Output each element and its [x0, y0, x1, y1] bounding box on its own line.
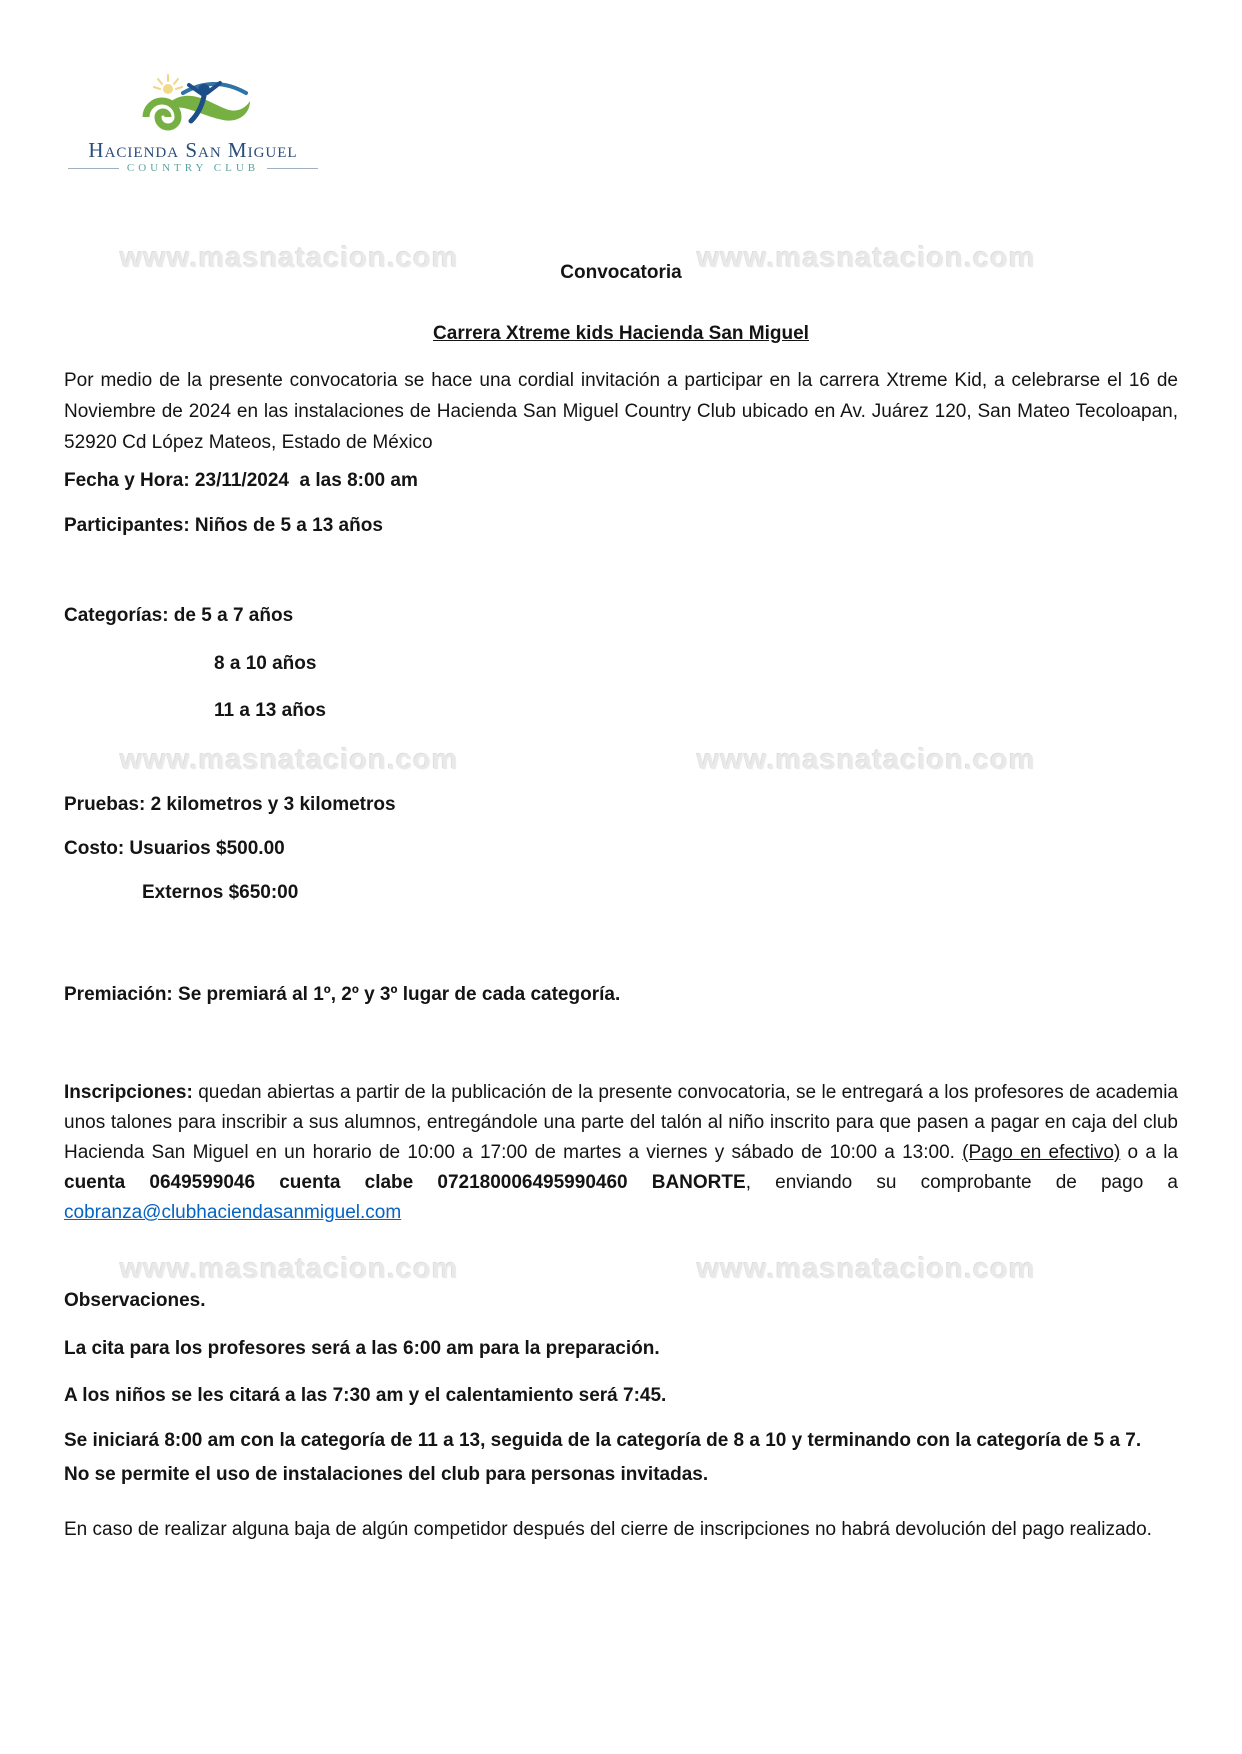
watermark: www.masnatacion.com	[120, 242, 459, 274]
watermark: www.masnatacion.com	[697, 1253, 1036, 1285]
watermark: www.masnatacion.com	[120, 1253, 459, 1285]
costo-line: Costo: Usuarios $500.00	[64, 838, 285, 859]
observacion-instalaciones: No se permite el uso de instalaciones del club para personas invitadas.	[64, 1464, 709, 1485]
inscripciones-label: Inscripciones:	[64, 1082, 199, 1103]
premiacion-line: Premiación: Se premiará al 1º, 2º y 3º lugar de cada categoría.	[64, 984, 621, 1005]
pago-en-efectivo-text: (Pago en efectivo)	[962, 1142, 1121, 1163]
categorias-line: Categorías: de 5 a 7 años	[64, 605, 294, 626]
watermark: www.masnatacion.com	[697, 744, 1036, 776]
club-logo-subtitle: COUNTRY CLUB	[126, 162, 260, 174]
observacion-devolucion: En caso de realizar alguna baja de algún competidor después del cierre de inscripciones no habrá devolución del pago realizado.	[64, 1519, 1152, 1540]
categoria-11-13-line: 11 a 13 años	[214, 700, 326, 721]
doc-subtitle: Carrera Xtreme kids Hacienda San Miguel	[433, 323, 809, 344]
inscripciones-text-3: , enviando su comprobante de pago a	[745, 1172, 1178, 1193]
club-logo	[68, 72, 318, 174]
document-content	[64, 262, 1178, 1546]
categoria-8-10-line: 8 a 10 años	[214, 653, 317, 674]
doc-title: Convocatoria	[560, 262, 682, 283]
logo-rule-right	[267, 168, 318, 169]
pruebas-line: Pruebas: 2 kilometros y 3 kilometros	[64, 794, 396, 815]
observacion-orden-categorias: Se iniciará 8:00 am con la categoría de 11 a 13, seguida de la categoría de 8 a 10 y terminando con la categoría de 5 a 7.	[64, 1430, 1142, 1451]
participantes-line: Participantes: Niños de 5 a 13 años	[64, 515, 383, 536]
costo-externos-line: Externos $650:00	[142, 882, 299, 903]
cobranza-email-link[interactable]: cobranza@clubhaciendasanmiguel.com	[64, 1202, 402, 1223]
inscripciones-text-1: quedan abiertas a partir de la publicación de la presente convocatoria, se le entregará a los profesores de academia unos talones para inscribir a sus alumnos, entregándole una parte del talón al niño inscrito para que pasen a pagar en caja del club Hacienda San Miguel en un horario de 10:00 a 17:00 de martes a viernes y sábado de 10:00 a 13:00.	[64, 1082, 1178, 1163]
inscripciones-text-2: o a la	[1120, 1142, 1178, 1163]
watermark: www.masnatacion.com	[697, 242, 1036, 274]
observacion-cita-ninos: A los niños se les citará a las 7:30 am y el calentamiento será 7:45.	[64, 1385, 667, 1406]
inscripciones-paragraph	[64, 1078, 1178, 1228]
intro-paragraph: Por medio de la presente convocatoria se hace una cordial invitación a participar en la carrera Xtreme Kid, a celebrarse el 16 de Noviembre de 2024 en las instalaciones de Hacienda San Miguel Country Club ubicado en Av. Juárez 120, San Mateo Tecoloapan, 52920 Cd López Mateos, Estado de México	[64, 370, 1178, 453]
observaciones-heading: Observaciones.	[64, 1290, 206, 1311]
club-logo-swirl-icon	[128, 72, 258, 140]
logo-rule-left	[68, 168, 119, 169]
cuenta-bancaria-text: cuenta 0649599046 cuenta clabe 072180006495990460 BANORTE	[64, 1172, 746, 1193]
club-logo-name: Hacienda San Miguel	[88, 138, 298, 162]
fecha-hora-line: Fecha y Hora: 23/11/2024 a las 8:00 am	[64, 470, 418, 491]
observacion-cita-profesores: La cita para los profesores será a las 6:00 am para la preparación.	[64, 1338, 660, 1359]
watermark: www.masnatacion.com	[120, 744, 459, 776]
